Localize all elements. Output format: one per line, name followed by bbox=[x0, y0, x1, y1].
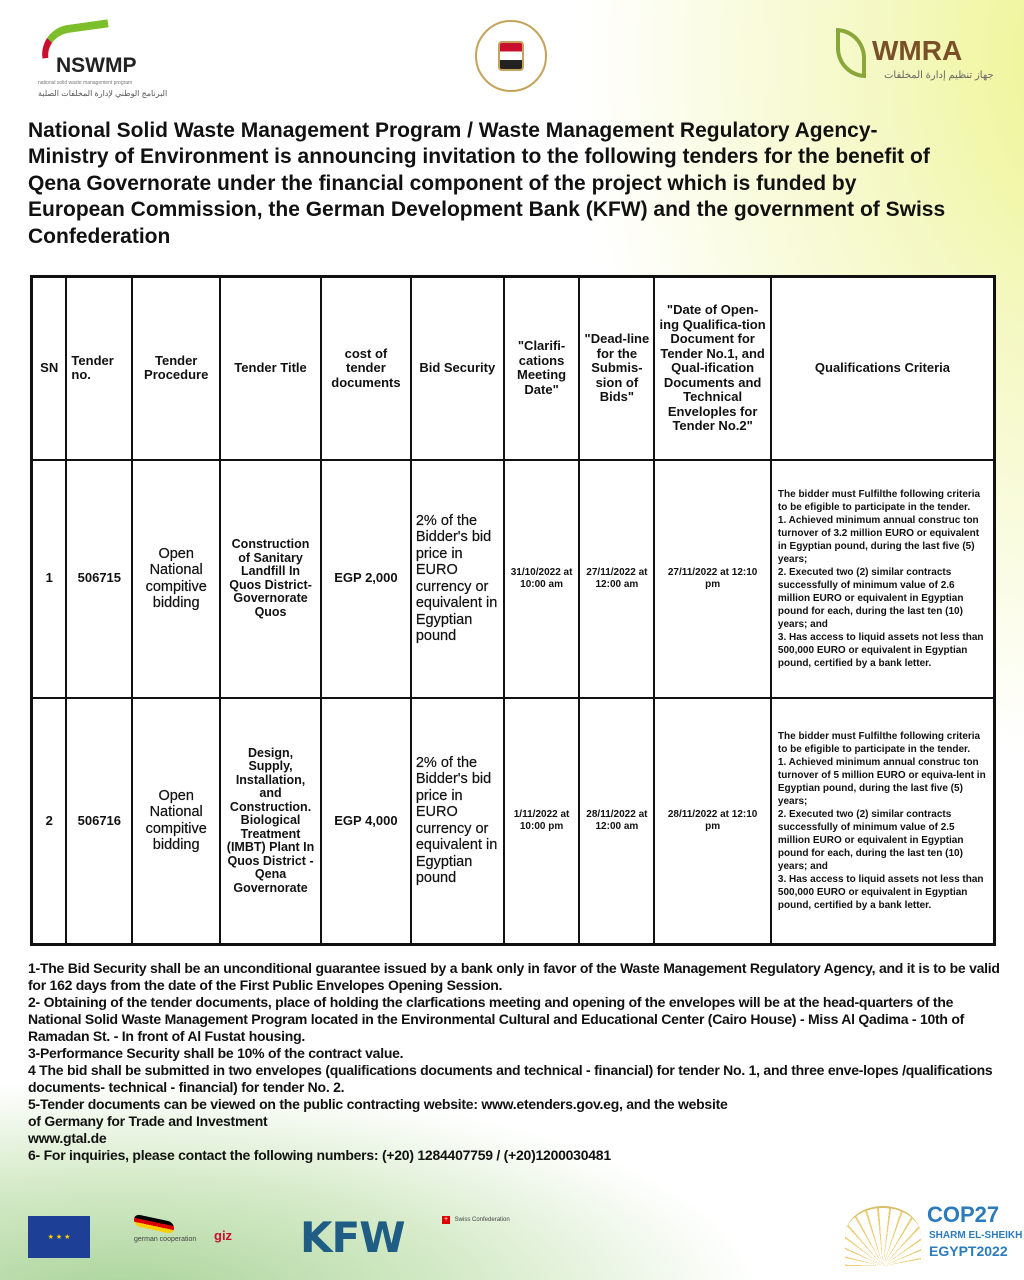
col-header: SN bbox=[32, 277, 67, 460]
tenders-table bbox=[30, 275, 996, 946]
sn-cell: 2 bbox=[32, 698, 67, 945]
clarification-date-cell: 1/11/2022 at 10:00 pm bbox=[504, 698, 580, 945]
note-item: 2- Obtaining of the tender documents, place of holding the clarfications meeting and opening of the envelopes will be at the head-quarters of the National Solid Waste Management Program located in the Environmental Cultural and Educational Center (Cairo House) - Miss Al Qadima - 10th of Ramadan St. - In front of Al Fustat housing. bbox=[28, 994, 965, 1045]
cost-cell: EGP 4,000 bbox=[321, 698, 411, 945]
note-item: 3-Performance Security shall be 10% of the contract value. bbox=[28, 1045, 404, 1062]
page-content bbox=[0, 118, 1024, 1280]
eu-flag-logo: ★ ★ ★ bbox=[28, 1216, 90, 1258]
table-row bbox=[32, 460, 995, 698]
notes-section bbox=[28, 960, 1013, 1164]
col-header: "Date of Open-ing Qualifica-tion Document for Tender No.1, and Qual-ification Documents and Technical Enveloples for Tender No.2" bbox=[654, 277, 771, 460]
col-header: Tender Procedure bbox=[132, 277, 220, 460]
col-header: Tender Title bbox=[220, 277, 321, 460]
note-item: 5-Tender documents can be viewed on the public contracting website: www.etenders.gov.eg, and the website of Germany for Trade and Investment www.gtal.de bbox=[28, 1096, 728, 1147]
col-header: "Dead-line for the Submis-sion of Bids" bbox=[579, 277, 654, 460]
opening-date-cell: 27/11/2022 at 12:10 pm bbox=[654, 460, 771, 698]
title-cell: Construction of Sanitary Landfill In Quos District-Governorate Quos bbox=[220, 460, 321, 698]
german-flag-icon bbox=[134, 1214, 174, 1235]
sn-cell: 1 bbox=[32, 460, 67, 698]
ministry-seal-logo bbox=[475, 20, 547, 92]
security-cell: 2% of the Bidder's bid price in EURO currency or equivalent in Egyptian pound bbox=[411, 698, 504, 945]
sun-rays-icon bbox=[845, 1206, 921, 1266]
german-cooperation-text: german cooperation bbox=[134, 1236, 197, 1243]
cop-location: SHARM EL-SHEIKH bbox=[929, 1230, 1023, 1241]
announcement-title: National Solid Waste Management Program / Waste Management Regulatory Agency-Ministry of Environment is announcing invitation to the following tenders for the benefit of Qena Governorate under the financial component of the project which is funded by European Commission, the German Development Bank (KFW) and the government of Swiss Confederation bbox=[28, 119, 946, 248]
tender-no-cell: 506716 bbox=[66, 698, 132, 945]
wmra-name: WMRA bbox=[872, 35, 963, 66]
note-item: 1-The Bid Security shall be an unconditional guarantee issued by a bank only in favor of the Waste Management Regulatory Agency, and it is to be valid for 162 days from the date of the First Public Envelopes Opening Session. bbox=[28, 960, 1000, 994]
clarification-date-cell: 31/10/2022 at 10:00 am bbox=[504, 460, 580, 698]
cop27-logo bbox=[845, 1200, 1023, 1280]
security-cell: 2% of the Bidder's bid price in EURO currency or equivalent in Egyptian pound bbox=[411, 460, 504, 698]
note-item: 4 The bid shall be submitted in two envelopes (qualifications documents and technical - financial) for tender No. 1, and three enve-lopes /qualifications documents- technical - financial) for tender No. 2. bbox=[28, 1062, 993, 1096]
title-cell: Design, Supply, Installation, and Construction. Biological Treatment (IMBT) Plant In Quos District -Qena Governorate bbox=[220, 698, 321, 945]
criteria-cell: The bidder must Fulfilthe following criteria to be efigible to participate in the tender. 1. Achieved minimum annual construc ton turnover of 5 million EURO or equiva-lent in Egyptian pound, during the last five (5) years; 2. Executed two (2) similar contracts successfully of minimum value of 2.5 million EURO or equivalent in Egyptian pound for each, during the last ten (10) years; and 3. Has access to liquid assets not less than 500,000 EURO or equivalent in Egyptian pound, certified by a bank letter. bbox=[771, 698, 995, 945]
eagle-emblem-icon bbox=[498, 41, 524, 71]
nswmp-logo bbox=[34, 20, 168, 104]
nswmp-subtitle: national solid waste management program bbox=[38, 80, 133, 86]
footer-logos bbox=[0, 1200, 1024, 1280]
deadline-cell: 28/11/2022 at 12:00 am bbox=[579, 698, 654, 945]
deadline-cell: 27/11/2022 at 12:00 am bbox=[579, 460, 654, 698]
opening-date-cell: 28/11/2022 at 12:10 pm bbox=[654, 698, 771, 945]
swiss-cross-icon: + bbox=[443, 1216, 449, 1223]
swiss-confederation-logo bbox=[442, 1216, 552, 1224]
note-item: 6- For inquiries, please contact the following numbers: (+20) 1284407759 / (+20)1200030481 bbox=[28, 1147, 611, 1164]
swiss-text: Swiss Confederation bbox=[454, 1217, 510, 1223]
col-header: cost of tender documents bbox=[321, 277, 411, 460]
col-header: Bid Security bbox=[411, 277, 504, 460]
nswmp-name: NSWMP bbox=[56, 54, 137, 77]
leaf-icon bbox=[836, 28, 866, 78]
table-row bbox=[32, 698, 995, 945]
kfw-logo: KFW bbox=[300, 1213, 405, 1262]
giz-logo bbox=[214, 1222, 232, 1243]
wmra-logo bbox=[836, 26, 1006, 90]
table-header-row bbox=[32, 277, 995, 460]
criteria-cell: The bidder must Fulfilthe following criteria to be efigible to participate in the tender. 1. Achieved minimum annual construc ton turnover of 3.2 million EURO or equivalent in Egyptian pound, during the last five (5) years; 2. Executed two (2) similar contracts successfully of minimum value of 2.6 million EURO or equivalent in Egyptian pound for each, during the last ten (10) years; and 3. Has access to liquid assets not less than 500,000 EURO or equivalent in Egyptian pound, certified by a bank letter. bbox=[771, 460, 995, 698]
procedure-cell: Open National compitive bidding bbox=[132, 698, 220, 945]
nswmp-swoosh-icon bbox=[38, 19, 111, 58]
tender-no-cell: 506715 bbox=[66, 460, 132, 698]
cost-cell: EGP 2,000 bbox=[321, 460, 411, 698]
german-cooperation-logo bbox=[134, 1218, 204, 1262]
nswmp-arabic: البرنامج الوطني لإدارة المخلفات الصلبة bbox=[38, 89, 168, 98]
cop-title: COP27 bbox=[927, 1202, 1000, 1227]
col-header: Qualifications Criteria bbox=[771, 277, 995, 460]
col-header: "Clarifi-cations Meeting Date" bbox=[504, 277, 580, 460]
cop-year: EGYPT2022 bbox=[929, 1243, 1008, 1259]
col-header: Tender no. bbox=[66, 277, 132, 460]
wmra-arabic: جهاز تنظيم إدارة المخلفات bbox=[884, 70, 994, 81]
procedure-cell: Open National compitive bidding bbox=[132, 460, 220, 698]
giz-text: giz bbox=[214, 1228, 233, 1243]
